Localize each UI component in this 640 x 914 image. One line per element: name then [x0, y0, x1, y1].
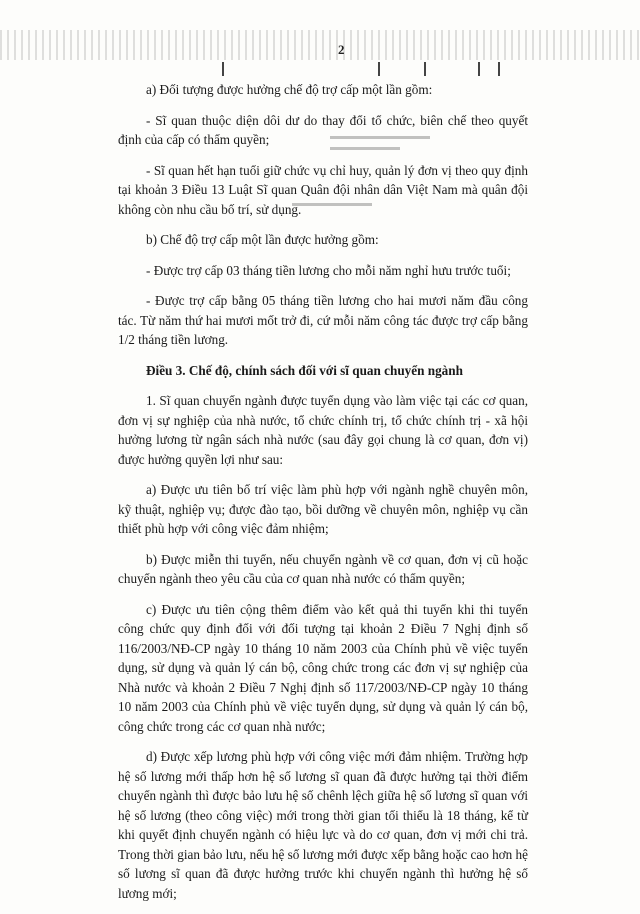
paragraph: a) Đối tượng được hưởng chế độ trợ cấp một lần gồm: — [146, 82, 433, 97]
paragraph: b) Được miễn thi tuyển, nếu chuyển ngành về cơ quan, đơn vị cũ hoặc chuyển ngành theo yêu cầu của cơ quan nhà nước có thẩm quyền; — [118, 551, 528, 586]
scan-tick — [424, 62, 426, 76]
document-body — [118, 80, 528, 914]
paragraph: b) Chế độ trợ cấp một lần được hưởng gồm: — [146, 232, 379, 247]
paragraph: - Sĩ quan hết hạn tuổi giữ chức vụ chỉ huy, quản lý đơn vị theo quy định tại khoản 3 Điều 13 Luật Sĩ quan Quân đội nhân dân Việt Nam mà quân đội không còn nhu cầu bố trí, sử dụng. — [118, 162, 528, 217]
paragraph: d) Được xếp lương phù hợp với công việc mới đảm nhiệm. Trường hợp hệ số lương mới thấp hơn hệ số lương sĩ quan đã được hưởng tại thời điểm chuyển ngành thì được bảo lưu hệ số chênh lệch giữa hệ số lương sĩ quan với hệ số lương (theo công việc) mới trong thời gian tối thiểu là 18 tháng, kể từ khi quyết định chuyển ngành có hiệu lực và do cơ quan, đơn vị mới chi trả. Trong thời gian bảo lưu, nếu hệ số lương mới được xếp bằng hoặc cao hơn hệ số lương sĩ quan đã được hưởng trước khi chuyển ngành thì hưởng hệ số lương mới; — [118, 749, 528, 901]
scan-tick — [498, 62, 500, 76]
paragraph: - Sĩ quan thuộc diện dôi dư do thay đổi tổ chức, biên chế theo quyết định của cấp có thẩm quyền; — [118, 112, 528, 147]
page-number: 2 — [338, 42, 345, 57]
scan-tick — [378, 62, 380, 76]
paragraph: c) Được ưu tiên cộng thêm điểm vào kết quả thi tuyển khi thi tuyển công chức quy định đối với đối tượng tại khoản 2 Điều 7 Nghị định số 116/2003/NĐ-CP ngày 10 tháng 10 năm 2003 của Chính phủ về việc tuyển dụng, sử dụng và quản lý cán bộ, công chức trong các đơn vị sự nghiệp của Nhà nước và khoản 2 Điều 7 Nghị định số 117/2003/NĐ-CP ngày 10 tháng 10 năm 2003 của Chính phủ về việc tuyển dụng, sử dụng và quản lý cán bộ, công chức trong các cơ quan nhà nước; — [118, 601, 528, 734]
paragraph: - Được trợ cấp 03 tháng tiền lương cho mỗi năm nghỉ hưu trước tuổi; — [146, 262, 511, 278]
scan-noise-band — [0, 30, 640, 60]
paragraph: a) Được ưu tiên bố trí việc làm phù hợp với ngành nghề chuyên môn, kỹ thuật, nghiệp vụ; được đào tạo, bồi dưỡng về chuyên môn, nghiệp vụ cần thiết phù hợp với công việc đảm nhiệm; — [118, 482, 528, 536]
article-heading: Điều 3. Chế độ, chính sách đối với sĩ quan chuyển ngành — [146, 362, 463, 378]
scan-tick — [222, 62, 224, 76]
scan-tick — [478, 62, 480, 76]
scan-tick-marks — [0, 62, 640, 82]
paragraph: - Được trợ cấp bằng 05 tháng tiền lương cho hai mươi năm đầu công tác. Từ năm thứ hai mươi mốt trở đi, cứ mỗi năm công tác được trợ cấp bằng 1/2 tháng tiền lương. — [118, 293, 528, 347]
paragraph: 1. Sĩ quan chuyển ngành được tuyển dụng vào làm việc tại các cơ quan, đơn vị sự nghiệp của nhà nước, tổ chức chính trị, tổ chức chính trị - xã hội hưởng lương từ ngân sách nhà nước (sau đây gọi chung là cơ quan, đơn vị) được hưởng quyền lợi như sau: — [118, 393, 528, 467]
